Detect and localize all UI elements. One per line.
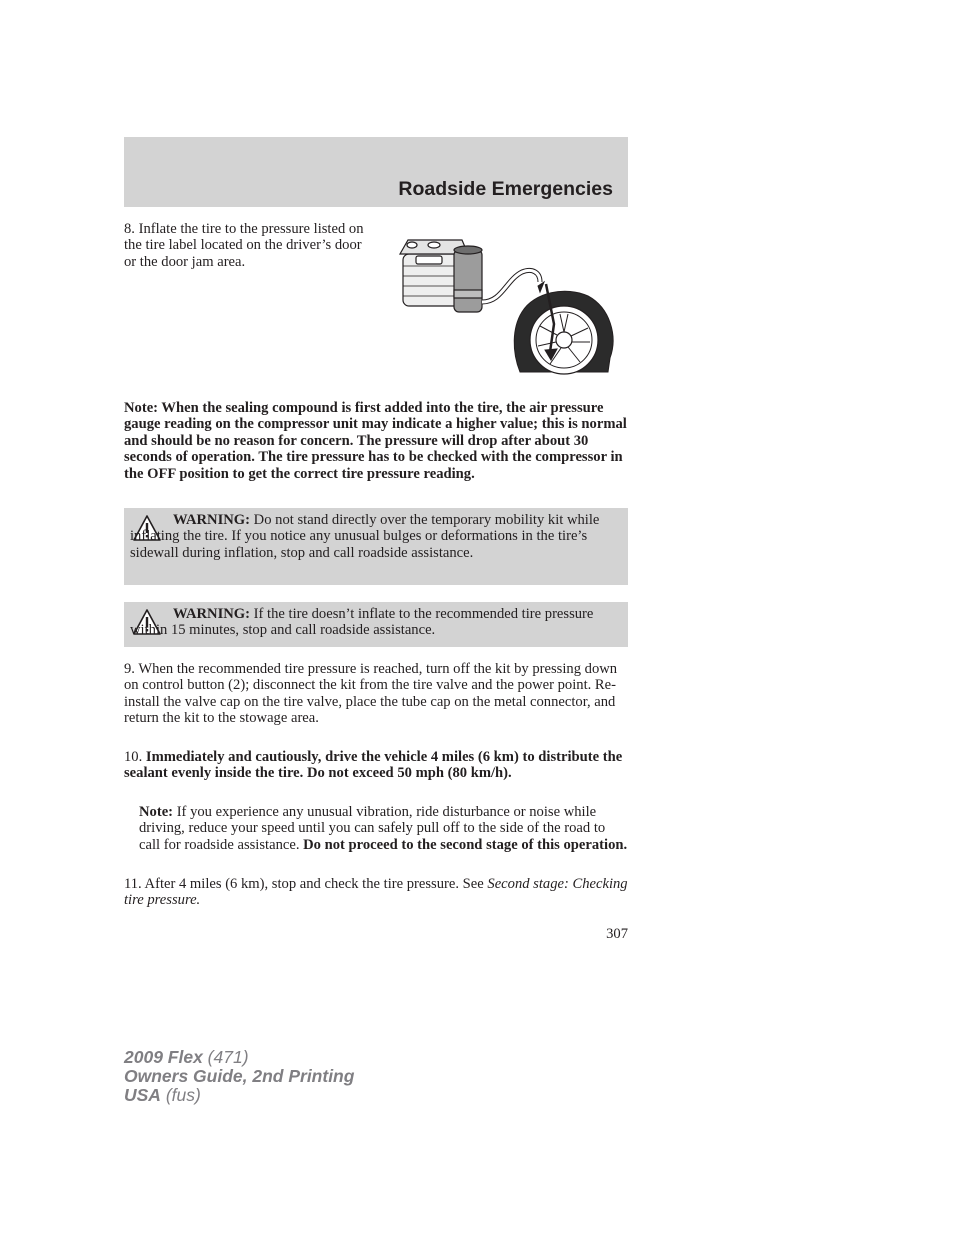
note-compound-pressure: Note: When the sealing compound is first added into the tire, the air pressure gauge reading on the compressor unit may indicate a higher value; this is normal and should be no reason for concern. The pressure will drop after about 30 seconds of operation. The tire pressure has to be checked with the compressor in the OFF position to get the correct tire pressure reading. bbox=[124, 400, 627, 482]
warning-box-1 bbox=[124, 508, 628, 585]
footer-line-1 bbox=[124, 1048, 354, 1067]
section-header bbox=[124, 137, 628, 207]
footer-model: 2009 Flex bbox=[124, 1047, 203, 1067]
footer-region: USA bbox=[124, 1085, 161, 1105]
warning-1-body: Do not stand directly over the temporary mobility kit while inflating the tire. If you notice any unusual bulges or deformations in the tire’s sidewall during inflation, stop and call roadside assistance. bbox=[130, 512, 600, 561]
footer-model-code: (471) bbox=[202, 1047, 249, 1067]
footer-guide: Owners Guide, 2nd Printing bbox=[124, 1066, 355, 1086]
step-11-text bbox=[124, 876, 628, 909]
note-bold: Do not proceed to the second stage of this operation. bbox=[303, 836, 628, 853]
step-10-text bbox=[124, 749, 628, 782]
step-8-text: 8. Inflate the tire to the pressure listed on the tire label located on the driver’s door or the door jam area. bbox=[124, 221, 364, 270]
warning-2-body: If the tire doesn’t inflate to the recommended tire pressure within 15 minutes, stop and call roadside assistance. bbox=[130, 606, 594, 639]
warning-label: WARNING: bbox=[173, 606, 251, 622]
step-11-body: 11. After 4 miles (6 km), stop and check the tire pressure. See bbox=[124, 876, 488, 892]
warning-box-2 bbox=[124, 602, 628, 647]
note-vibration bbox=[139, 804, 628, 853]
note-label: Note: bbox=[139, 804, 174, 820]
warning-2-text bbox=[130, 606, 624, 639]
tire-inflation-illustration bbox=[398, 232, 620, 378]
compressor-icon bbox=[400, 240, 540, 312]
step-9-text: 9. When the recommended tire pressure is reached, turn off the kit by pressing down on control button (2); disconnect the kit from the tire valve and the power point. Re-install the valve cap on the tire valve, place the tube cap on the metal connector, and return the kit to the stowage area. bbox=[124, 661, 618, 727]
footer-region-code: (fus) bbox=[160, 1085, 201, 1105]
footer-line-3 bbox=[124, 1086, 354, 1105]
step-10-bold: Immediately and cautiously, drive the vehicle 4 miles (6 km) to distribute the sealant evenly inside the tire. Do not exceed 50 mph (80 km/h). bbox=[124, 749, 623, 782]
footer bbox=[124, 1048, 354, 1105]
step-11-link: Second stage: Checking tire pressure. bbox=[124, 876, 628, 909]
warning-label: WARNING: bbox=[173, 512, 251, 528]
page-number: 307 bbox=[606, 926, 628, 942]
note-body: If you experience any unusual vibration, ride disturbance or noise while driving, reduce your speed until you can safely pull off to the side of the road to call for roadside assistance. bbox=[139, 804, 606, 853]
tire-icon bbox=[514, 282, 613, 374]
footer-line-2 bbox=[124, 1067, 354, 1086]
section-title: Roadside Emergencies bbox=[398, 178, 613, 200]
step-10-number: 10. bbox=[124, 749, 146, 765]
warning-1-text bbox=[130, 512, 624, 561]
